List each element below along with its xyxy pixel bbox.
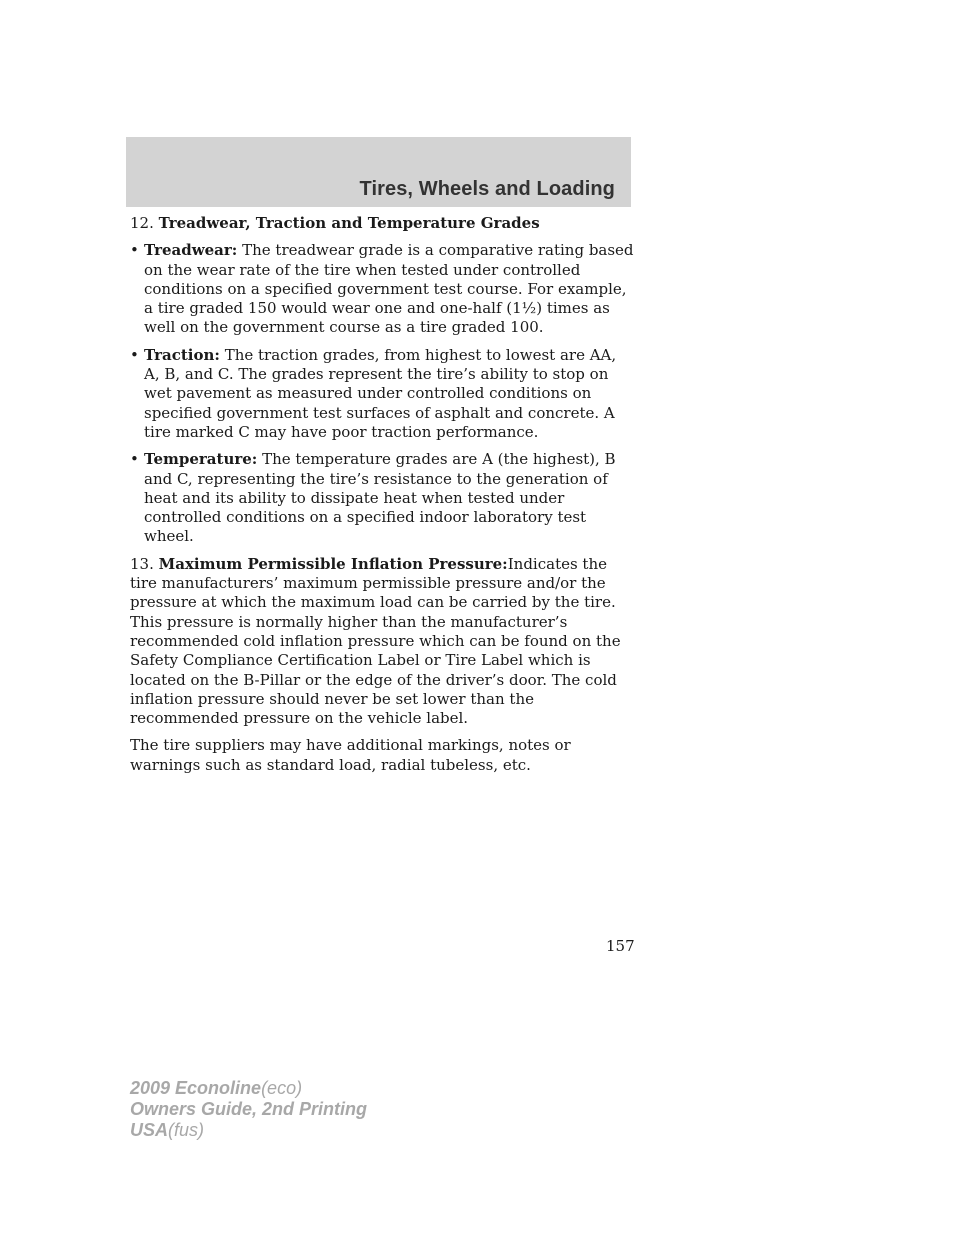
bullet-text: The treadwear grade is a comparative rating based on the wear rate of the tire when tested under controlled conditions on a specified government test course. For example, a tire graded 150 would wear one and one-half (1½) times as well on the government course as a tire graded 100. <box>144 241 634 337</box>
page-number: 157 <box>606 937 635 955</box>
section-title: Tires, Wheels and Loading <box>359 178 615 200</box>
footer-model-code: (eco) <box>261 1078 303 1098</box>
item-13-number: 13. <box>130 554 154 573</box>
item-13-term: Maximum Permissible Inflation Pressure: <box>158 554 508 573</box>
bullet-term: Temperature: <box>144 450 258 469</box>
bullet-icon: • <box>130 345 139 364</box>
item-13-text: Indicates the tire manufacturers’ maximum permissible pressure and/or the pressure at which the maximum load can be carried by the tire. This pressure is normally higher than the manufacturer’s recommended cold inflation pressure which can be found on the Safety Compliance Certification Label or Tire Label which is located on the B-Pillar or the edge of the driver’s door. The cold inflation pressure should never be set lower than the recommended pressure on the vehicle label. <box>130 554 621 728</box>
footer-line-model <box>130 1078 367 1099</box>
item-12-heading <box>130 214 635 233</box>
section-header-band <box>126 137 631 207</box>
bullet-traction <box>130 346 635 442</box>
item-12-number: 12. <box>130 214 154 232</box>
footer-line-guide: Owners Guide, 2nd Printing <box>130 1099 368 1119</box>
bullet-icon: • <box>130 241 139 260</box>
footer-market-code: (fus) <box>168 1120 205 1140</box>
bullet-term: Treadwear: <box>144 241 238 260</box>
document-footer <box>130 1078 367 1141</box>
footer-line-market <box>130 1120 367 1141</box>
item-12-title: Treadwear, Traction and Temperature Grades <box>158 214 540 232</box>
page-content <box>130 214 635 783</box>
bullet-temperature <box>130 450 635 546</box>
item-13-paragraph <box>130 555 635 729</box>
bullet-treadwear <box>130 241 635 337</box>
bullet-term: Traction: <box>144 345 220 364</box>
bullet-text: The temperature grades are A (the highest), B and C, representing the tire’s resistance to the generation of heat and its ability to dissipate heat when tested under controlled conditions on a specified indoor laboratory test wheel. <box>144 450 616 546</box>
closing-paragraph: The tire suppliers may have additional markings, notes or warnings such as standard load, radial tubeless, etc. <box>130 736 571 774</box>
bullet-text: The traction grades, from highest to lowest are AA, A, B, and C. The grades represent the tire’s ability to stop on wet pavement as measured under controlled conditions on specified government test surfaces of asphalt and concrete. A tire marked C may have poor traction performance. <box>144 345 617 441</box>
footer-market: USA <box>130 1120 169 1140</box>
footer-model: 2009 Econoline <box>130 1078 262 1098</box>
bullet-icon: • <box>130 450 139 469</box>
